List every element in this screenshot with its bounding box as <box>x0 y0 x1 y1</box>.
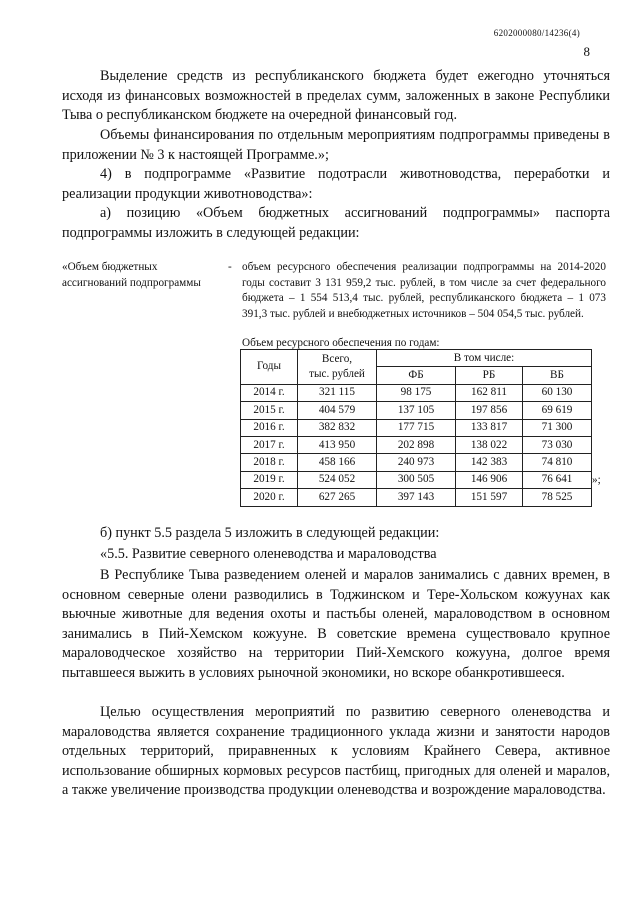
table-cell: 627 265 <box>298 489 377 506</box>
header-vb: ВБ <box>523 367 592 384</box>
passport-dash: - <box>228 261 232 273</box>
table-cell: 458 166 <box>298 454 377 471</box>
table-cell: 71 300 <box>523 419 592 436</box>
page-number: 8 <box>583 44 590 59</box>
table-cell: 60 130 <box>523 384 592 401</box>
table-header-row <box>241 350 592 367</box>
paragraph-section-amendment: б) пункт 5.5 раздела 5 изложить в следующей редакции: <box>100 525 440 541</box>
paragraph-budget-allocation: Выделение средств из республиканского бюджета будет ежегодно уточняться исходя из финансовых возможностей в пределах сумм, заложенных в законе Республики Тыва о республиканском бюджете на очередной финансовый год. <box>62 68 610 123</box>
document-id: 6202000080/14236(4) <box>493 28 580 38</box>
table-cell: 2014 г. <box>241 384 298 401</box>
header-including: В том числе: <box>377 350 592 367</box>
table-closing-quote: »; <box>592 474 601 486</box>
table-row <box>241 454 592 471</box>
table-row <box>241 471 592 488</box>
table-cell: 138 022 <box>456 436 523 453</box>
paragraph-passport-position: а) позицию «Объем бюджетных ассигнований подпрограммы» паспорта подпрограммы изложить в следующей редакции: <box>62 205 610 241</box>
table-cell: 146 906 <box>456 471 523 488</box>
table-cell: 413 950 <box>298 436 377 453</box>
table-row <box>241 384 592 401</box>
table-cell: 321 115 <box>298 384 377 401</box>
paragraph-reindeer-history: В Республике Тыва разведением оленей и маралов занимались с давних времен, в основном северные олени разводились в Тоджинском и Тере-Хольском кожуунах как вьючные животные для ведения охоты и пастьбы оленей, мараловодством в основном занимались в Пий-Хемском кожууне. В советские времена существовало крупное мараловодческое хозяйство на территории Пий-Хемского кожууна, долгое время пытавшееся выжить в условиях рыночной экономики, но вскоре обанкротившееся. <box>62 567 610 681</box>
passport-text: объем ресурсного обеспечения реализации подпрограммы на 2014-2020 годы составит 3 131 959,2 тыс. рублей, в том числе за счет федерального бюджета – 1 554 513,4 тыс. рублей, республиканского бюджета – 1 073 391,3 тыс. рублей и внебюджетных источников – 504 054,5 тыс. рублей. <box>242 261 606 320</box>
paragraph-objectives: Целью осуществления мероприятий по развитию северного оленеводства и мараловодства является сохранение традиционного уклада жизни и занятости народов отдельных территорий, приравненных к условиям Крайнего Севера, активное использование обширных кормовых ресурсов пастбищ, пригодных для оленей и маралов, а также увеличение производства продукции оленеводства и возрождение мараловодства. <box>62 704 610 798</box>
table-row <box>241 419 592 436</box>
table-cell: 69 619 <box>523 402 592 419</box>
table-cell: 202 898 <box>377 436 456 453</box>
table-cell: 300 505 <box>377 471 456 488</box>
table-cell: 382 832 <box>298 419 377 436</box>
table-cell: 2019 г. <box>241 471 298 488</box>
table-cell: 397 143 <box>377 489 456 506</box>
table-cell: 151 597 <box>456 489 523 506</box>
table-cell: 74 810 <box>523 454 592 471</box>
table-cell: 98 175 <box>377 384 456 401</box>
table-cell: 524 052 <box>298 471 377 488</box>
table-cell: 404 579 <box>298 402 377 419</box>
table-cell: 2015 г. <box>241 402 298 419</box>
paragraph-financing-volumes: Объемы финансирования по отдельным мероприятиям подпрограммы приведены в приложении № 3 к настоящей Программе.»; <box>62 127 610 163</box>
table-cell: 2017 г. <box>241 436 298 453</box>
table-cell: 162 811 <box>456 384 523 401</box>
table-row <box>241 402 592 419</box>
table-cell: 76 641 <box>523 471 592 488</box>
header-total-line2: тыс. рублей <box>309 367 365 380</box>
header-rb: РБ <box>456 367 523 384</box>
funding-table <box>240 349 592 507</box>
table-cell: 177 715 <box>377 419 456 436</box>
table-cell: 78 525 <box>523 489 592 506</box>
section-heading: «5.5. Развитие северного оленеводства и мараловодства <box>100 546 437 562</box>
header-total-line1: Всего, <box>321 352 353 365</box>
header-year: Годы <box>241 350 298 385</box>
header-fb: ФБ <box>377 367 456 384</box>
table-cell: 137 105 <box>377 402 456 419</box>
table-cell: 2020 г. <box>241 489 298 506</box>
passport-label: «Объем бюджетных ассигнований подпрограммы <box>62 261 201 289</box>
table-cell: 240 973 <box>377 454 456 471</box>
header-total <box>298 350 377 385</box>
table-caption: Объем ресурсного обеспечения по годам: <box>242 337 440 349</box>
table-cell: 133 817 <box>456 419 523 436</box>
table-cell: 197 856 <box>456 402 523 419</box>
table-cell: 2016 г. <box>241 419 298 436</box>
paragraph-subprogram-amendment: 4) в подпрограмме «Развитие подотрасли животноводства, переработки и реализации продукции животноводства»: <box>62 166 610 202</box>
table-cell: 142 383 <box>456 454 523 471</box>
table-cell: 2018 г. <box>241 454 298 471</box>
table-row <box>241 489 592 506</box>
table-row <box>241 436 592 453</box>
table-cell: 73 030 <box>523 436 592 453</box>
